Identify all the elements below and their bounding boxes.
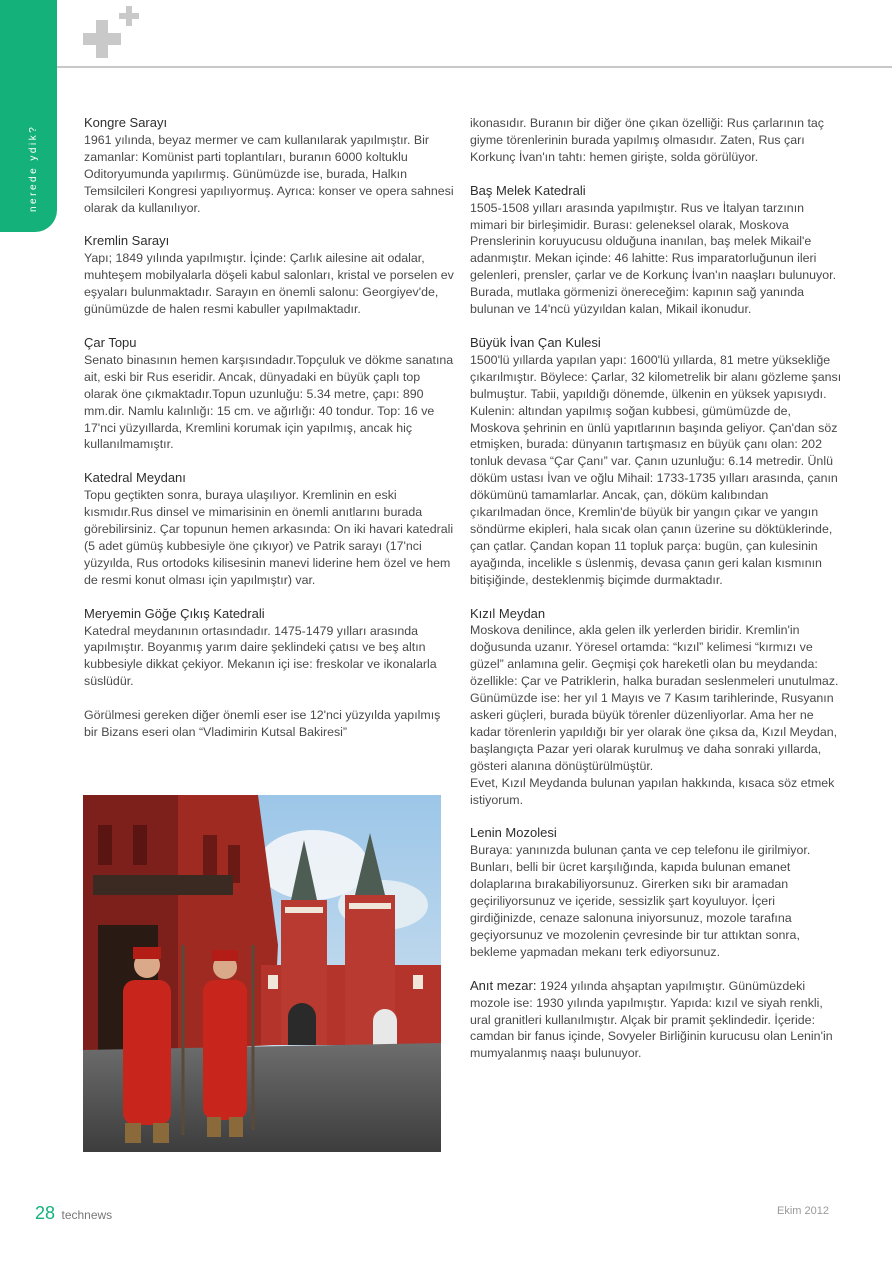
section-body: Moskova denilince, akla gelen ilk yerlerden biridir. Kremlin'in doğusunda uzanır. Yöresel ortamda: “kızıl” kelimesi “kırmızı ve güzel” anlamına gelir. Geçmişi çok hareketli olan bu meydanda: özellikle: Çar ve Patriklerin, halka buradan seslenmeleri unutulmaz. Günümüzde ise: her yıl 1 Mayıs ve 7 Kasım tarihlerinde, Rusyanın askeri güçleri, burada büyük törenler düzenliyorlar. Ama her ne kadar törenlerin yapıldığı bir yer olarak öne çıksa da, Kızıl Meydan, başlangıçta Pazar yeri olarak kurulmuş ve daha sonraki yıllarda, gösteri alanına dönüştürülmüştür. — [470, 623, 839, 773]
section-body: 1505-1508 yılları arasında yapılmıştır. Rus ve İtalyan tarzının mimari bir birleşimidir. Burası: geleneksel olarak, Moskova Prenslerinin koruyucusu olduğuna inanılan, baş melek Mikail'e adanmıştır. Mekan içinde: 46 lahitte: Rus imparatorluğunun ileri gelenleri, prensler, çarlar ve de Korkunç İvan'ın naaşları bulunuyor. Burada, mutlaka görmenizi önereceğim: kapının sağ yanında bulunan ve 14'ncü yüzyıldan kalan, Mikail ikonudur. — [470, 200, 837, 317]
section-body: 1500'lü yıllarda yapılan yapı: 1600'lü yıllarda, 81 metre yüksekliğe çıkarılmıştır. Böylece: Çarlar, 32 kilometrelik bir alanı gözleme şansı bulmuştur. Tabii, yapıldığı dönemde, ülkenin en yüksek yapısıydı. Kulenin: altından yapılmış soğan kubbesi, gümümüzde de, Moskova şehrinin en ünlü yapıtlarının başında geliyor. Çan'dan söz etmişken, burada: dünyanın tartışmasız en büyük çanı olan: 202 tonluk devasa “Çar Çanı” var. Çanın uzunluğu: 6.14 metredir. Ünlü döküm ustası İvan ve oğlu Mihail: 1733-1735 yılları arasında, çanın dökümünü tamamlarlar. Ancak, çan, döküm kalıbından çıkarılmadan önce, Kremlin'de büyük bir yangın çıkar ve yangın söndürme ekipleri, hala sıcak olan çanın üzerine su döktüklerinde, çan çatlar. Çandan kopan 11 topluk parça: bugün, çan kulesinin ayağında, incelikle s üslenmiş, devasa çanın geri kalan kısmının bitişiğinde, desteklenmiş biçimde durmaktadır. — [470, 352, 842, 587]
section-kongre-sarayi — [84, 115, 456, 216]
right-column — [470, 115, 842, 1062]
photo-red-square-guards — [83, 795, 441, 1152]
header-divider — [57, 66, 892, 68]
section-katedral-meydani — [84, 470, 456, 588]
section-body: Buraya: yanınızda bulunan çanta ve cep telefonu ile girilmiyor. Bunları, belli bir ücret karşılığında, kapıda bulunan emanet dolaplarına bırakabiliyorsunuz. Girerken sıkı bir aramadan geçiriliyorsunuz ve içeride, sessizlik şart koyuluyor. İçeri girdiğinizde, cenaze salonuna iniyorsunuz, mozole tarafına geçiyorsunuz ve mozolenin çevresinde bir tur attıktan sonra, bekleme yapmadan mekanı terk ediyorsunuz. — [470, 843, 811, 959]
issue-date: Ekim 2012 — [777, 1205, 829, 1217]
section-anit-mezar — [470, 978, 842, 1063]
brand-name: technews — [61, 1208, 113, 1222]
section-body: 1961 yılında, beyaz mermer ve cam kullanılarak yapılmıştır. Bir zamanlar: Komünist parti toplantıları, buranın 6000 koltuklu Oditoryumunda yapılırmış. Günümüzde ise, burada, Halkın Temsilcileri Kongresi yapılıyormuş. Ayrıca: konser ve opera sahnesi olarak da kullanılıyor. — [84, 132, 454, 215]
section-body: Senato binasının hemen karşısındadır.Topçuluk ve dökme sanatına ait, eski bir Rus eseridir. Ancak, dünyadaki en büyük çaplı top olarak öne çıkmaktadır.Topun uzunluğu: 5.34 metre, çapı: 890 mm.dir. Namlu kalınlığı: 15 cm. ve ağırlığı: 40 tondur. Top: 16 ve 17'nci yüzyıllarda, Kremlini korumak için yapılmış, ancak hiç kullanılmamıştır. — [84, 352, 454, 452]
section-meryemin-katedrali — [84, 606, 456, 691]
section-lenin-mozolesi — [470, 825, 842, 960]
section-heading: Kızıl Meydan — [470, 605, 546, 621]
side-tab-label: nerede ydik? — [28, 124, 39, 212]
section-body: Yapı; 1849 yılında yapılmıştır. İçinde: Çarlık ailesine ait odalar, muhteşem mobilyalarla döşeli kabul salonları, kristal ve porselen ev eşyaları bulunmaktadır. Sarayın en önemli salonu: Georgiyev'de, günümüzde de halen resmi kabuller yapılmaktadır. — [84, 251, 454, 317]
section-body: Görülmesi gereken diğer önemli eser ise 12'nci yüzyılda yapılmış bir Bizans eseri olan “Vladimirin Kutsal Bakiresi” — [84, 708, 441, 740]
section-bas-melek-katedrali — [470, 183, 842, 318]
footer-left — [35, 1203, 112, 1224]
section-kizil-meydan — [470, 606, 842, 809]
section-car-topu — [84, 335, 456, 453]
section-heading: Meryemin Göğe Çıkış Katedrali — [84, 605, 265, 621]
plus-icon — [80, 6, 144, 58]
section-heading: Kremlin Sarayı — [84, 233, 170, 249]
section-kremlin-sarayi — [84, 233, 456, 318]
section-heading: Baş Melek Katedrali — [470, 182, 586, 198]
page-number: 28 — [35, 1203, 56, 1223]
section-body: ikonasıdır. Buranın bir diğer öne çıkan özelliği: Rus çarlarının taç giyme törenlerinin burada yapılmış olmasıdır. Zaten, Rus çarı Korkunç İvan'ın tahtı: hemen girişte, solda görülüyor. — [470, 116, 825, 164]
section-heading: Lenin Mozolesi — [470, 825, 557, 841]
section-body: Katedral meydanının ortasındadır. 1475-1479 yılları arasında yapılmıştır. Boyanmış yarım daire şeklindeki çatısı ve beş altın kubbesiyle dikkat çekiyor. Mekanın içi ise: freskolar ve ikonalarla süslüdür. — [84, 623, 437, 689]
section-body-extra: Evet, Kızıl Meydanda bulunan yapılan hakkında, kısaca söz etmek istiyorum. — [470, 775, 835, 807]
section-vladimir-paragraph — [84, 707, 456, 741]
section-body: Topu geçtikten sonra, buraya ulaşılıyor. Kremlinin en eski kısmıdır.Rus dinsel ve mimarisinin en önemli anıtlarını burada görebilirsiniz. Çar topunun hemen arkasında: On iki havari katedrali (5 adet gümüş kubbesiyle öne çıkıyor) ve Patrik sarayı (17'nci yüzyılda, Rus ortodoks kilisesinin manevi liderine hem özel ve hem de resmi konut olması için yapılmıştır) var. — [84, 488, 454, 587]
section-heading: Kongre Sarayı — [84, 115, 168, 130]
side-tab — [0, 0, 57, 232]
section-buyuk-ivan-can-kulesi — [470, 335, 842, 589]
section-heading: Çar Topu — [84, 334, 137, 350]
section-continuation — [470, 115, 842, 166]
section-heading: Katedral Meydanı — [84, 470, 186, 486]
section-body: 1924 yılında ahşaptan yapılmıştır. Günümüzdeki mozole ise: 1930 yılında yapılmıştır. Yapıda: kızıl ve siyah renkli, ural granitleri kullanılmıştır. Alçak bir pramit şeklindedir. İçeride: camdan bir fanus içinde, Sovyeler Birliğinin kurucusu olan Lenin'in mumyalanmış naaşı bulunuyor. — [470, 978, 833, 1061]
inline-heading: Anıt mezar: — [470, 977, 537, 993]
left-column — [84, 115, 456, 741]
section-heading: Büyük İvan Çan Kulesi — [470, 334, 601, 350]
